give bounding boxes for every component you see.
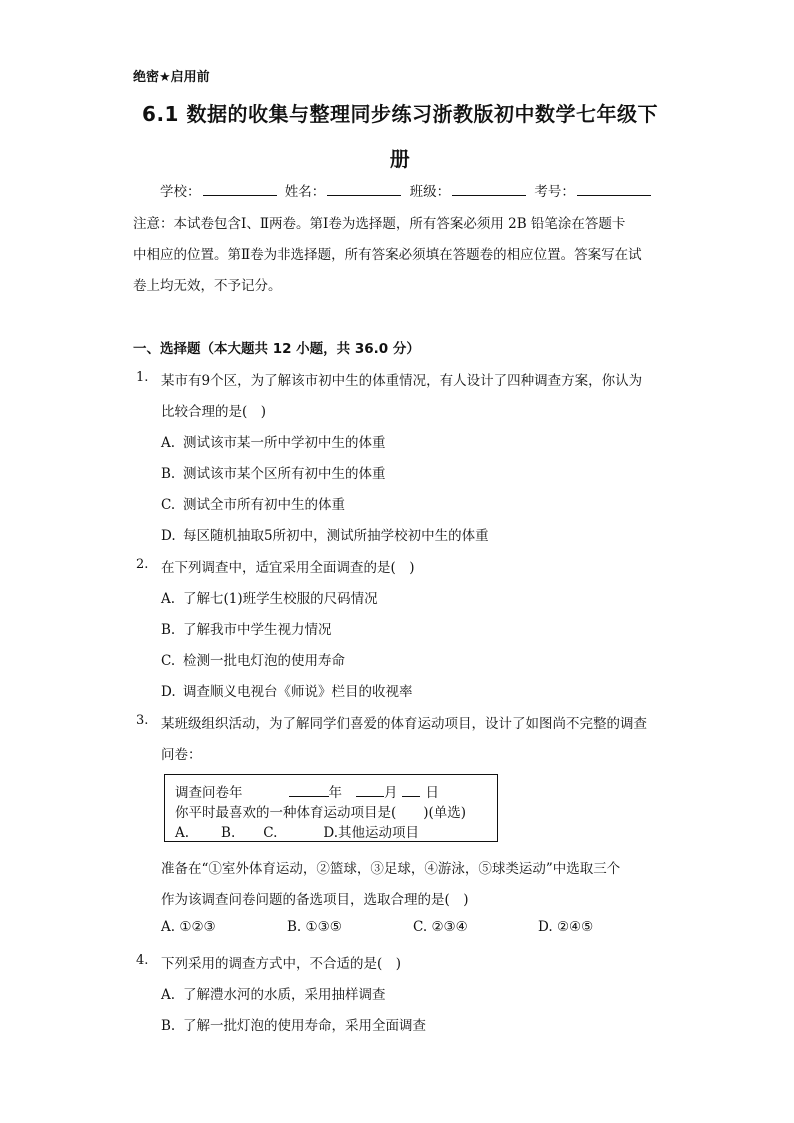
school-blank <box>203 183 277 196</box>
question-1-line-1: 某市有9个区，为了解该市初中生的体重情况，有人设计了四种调查方案，你认为 <box>161 373 643 389</box>
question-2-option-a: A. 了解七(1)班学生校服的尺码情况 <box>161 591 378 607</box>
note-line-3: 卷上均无效，不予记分。 <box>133 278 282 294</box>
note-line-1: 注意：本试卷包含Ⅰ、Ⅱ两卷。第Ⅰ卷为选择题，所有答案必须用 2B 铅笔涂在答题卡 <box>133 216 626 232</box>
question-2-option-d: D. 调查顺义电视台《师说》栏目的收视率 <box>161 684 413 700</box>
exam-no-label: 考号： <box>534 184 575 200</box>
question-2-number: 2. <box>136 557 149 572</box>
question-1-option-d: D. 每区随机抽取5所初中，测试所抽学校初中生的体重 <box>161 528 489 544</box>
name-blank <box>327 183 401 196</box>
question-3-option-a: A. ①②③ <box>161 919 216 935</box>
survey-questionnaire-box <box>164 774 498 842</box>
question-3-number: 3. <box>136 713 149 728</box>
survey-date-row: 调查问卷年 年 月 日 <box>175 785 439 801</box>
page-title-line2: 册 <box>389 147 411 171</box>
class-blank <box>452 183 526 196</box>
survey-question-row: 你平时最喜欢的一种体育运动项目是( )(单选) <box>175 805 467 821</box>
secret-mark: 绝密★启用前 <box>133 70 210 85</box>
question-4-line-1: 下列采用的调查方式中，不合适的是( ) <box>161 956 402 972</box>
question-3-option-d: D. ②④⑤ <box>538 919 594 935</box>
question-4-option-a: A. 了解澧水河的水质，采用抽样调查 <box>161 987 386 1003</box>
question-3-line-1: 某班级组织活动，为了解同学们喜爱的体育运动项目，设计了如图尚不完整的调查 <box>161 716 647 732</box>
question-2-line-1: 在下列调查中，适宜采用全面调查的是( ) <box>161 560 415 576</box>
question-1-option-c: C. 测试全市所有初中生的体重 <box>161 497 345 513</box>
question-2-option-c: C. 检测一批电灯泡的使用寿命 <box>161 653 345 669</box>
question-1-option-a: A. 测试该市某一所中学初中生的体重 <box>161 435 386 451</box>
question-4-option-b: B. 了解一批灯泡的使用寿命，采用全面调查 <box>161 1018 426 1034</box>
question-1-line-2: 比较合理的是( ) <box>161 404 267 420</box>
question-3-line-2: 问卷： <box>161 747 202 763</box>
question-3-after-line-1: 准备在“①室外体育运动，②篮球，③足球，④游泳，⑤球类运动”中选取三个 <box>161 861 621 877</box>
school-label: 学校： <box>160 184 201 200</box>
question-3-option-b: B. ①③⑤ <box>287 919 342 935</box>
name-label: 姓名： <box>284 184 326 200</box>
question-1-number: 1. <box>136 370 149 385</box>
class-label: 班级： <box>409 184 451 200</box>
question-2-option-b: B. 了解我市中学生视力情况 <box>161 622 332 638</box>
question-4-number: 4. <box>136 953 149 968</box>
question-3-after-line-2: 作为该调查问卷问题的备选项目，选取合理的是( ) <box>161 892 469 908</box>
page-title-line1: 6.1 数据的收集与整理同步练习浙教版初中数学七年级下 <box>142 102 658 126</box>
question-3-option-c: C. ②③④ <box>413 919 468 935</box>
section-title: 一、选择题（本大题共 12 小题，共 36.0 分） <box>133 341 420 357</box>
note-line-2: 中相应的位置。第Ⅱ卷为非选择题，所有答案必须填在答题卷的相应位置。答案写在试 <box>133 247 642 263</box>
student-info-row <box>160 180 655 200</box>
question-1-option-b: B. 测试该市某个区所有初中生的体重 <box>161 466 386 482</box>
survey-options-row: A. B. C. D.其他运动项目 <box>175 825 420 841</box>
exam-no-blank <box>577 183 651 196</box>
